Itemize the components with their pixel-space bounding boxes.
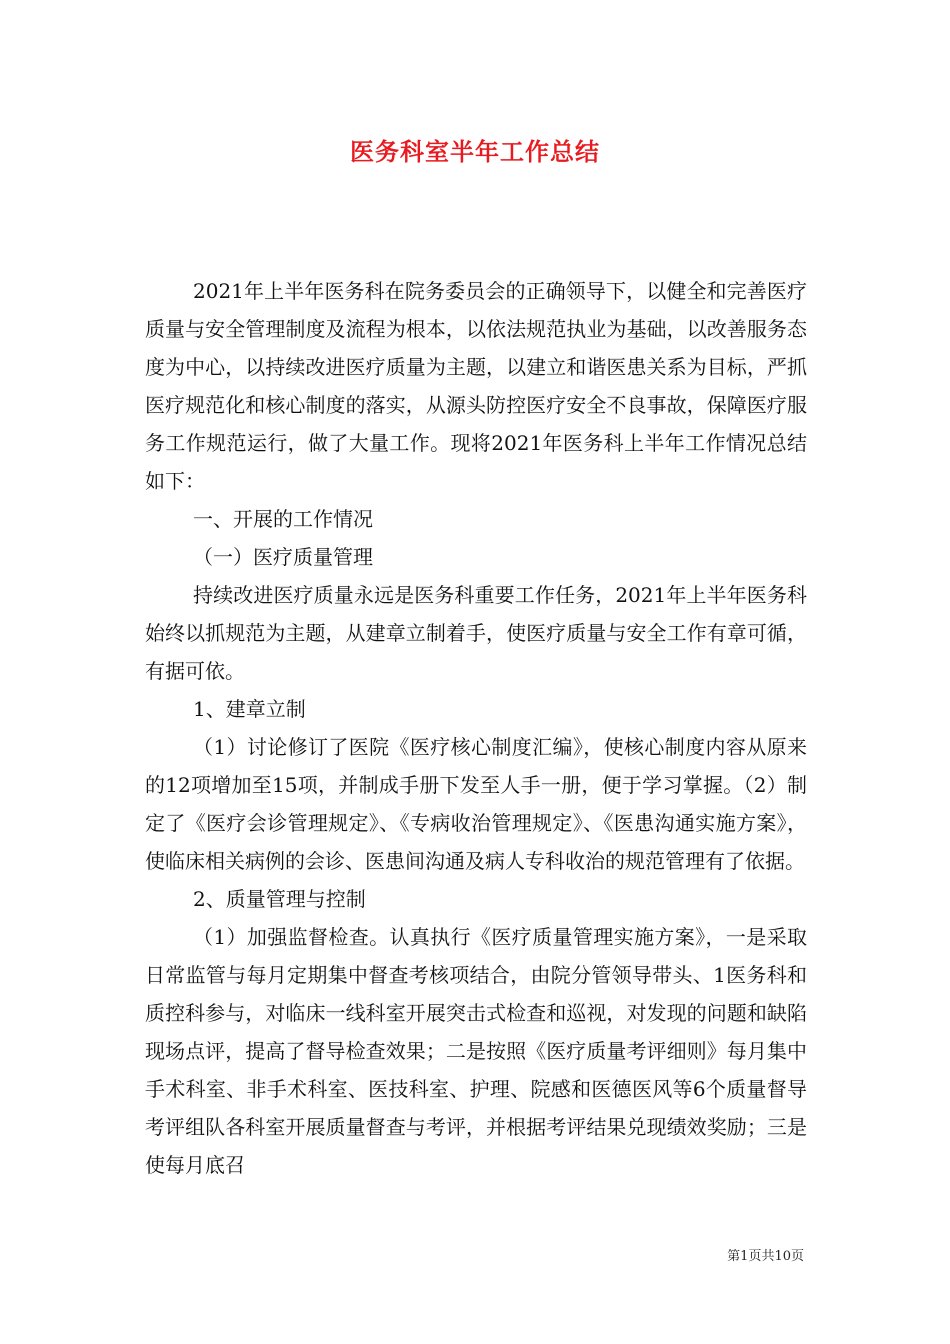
subsection-heading-quality: （一）医疗质量管理	[193, 545, 373, 569]
intro-paragraph: 2021年上半年医务科在院务委员会的正确领导下，以健全和完善医疗质量与安全管理制度及流程为根本，以依法规范执业为基础，以改善服务态度为中心，以持续改进医疗质量为主题，以建立和谐医患关系为目标，严抓医疗规范化和核心制度的落实，从源头防控医疗安全不良事故，保障医疗服务工作规范运行，做了大量工作。现将2021年医务科上半年工作情况总结如下：	[145, 279, 807, 493]
quality-paragraph: 持续改进医疗质量永远是医务科重要工作任务，2021年上半年医务科始终以抓规范为主题，从建章立制着手，使医疗质量与安全工作有章可循，有据可依。	[145, 583, 807, 683]
page-number: 第1页共10页	[727, 1249, 804, 1264]
document-title: 医务科室半年工作总结	[350, 137, 600, 166]
section-heading-work: 一、开展的工作情况	[193, 507, 373, 531]
item-heading-control: 2、质量管理与控制	[193, 887, 366, 911]
control-paragraph: （1）加强监督检查。认真执行《医疗质量管理实施方案》，一是采取日常监管与每月定期集中督查考核项结合，由院分管领导带头、1医务科和质控科参与，对临床一线科室开展突击式检查和巡视，对发现的问题和缺陷现场点评，提高了督导检查效果；二是按照《医疗质量考评细则》每月集中手术科室、非手术科室、医技科室、护理、院感和医德医风等6个质量督导考评组队各科室开展质量督查与考评，并根据考评结果兑现绩效奖励；三是使每月底召	[145, 925, 807, 1177]
rules-paragraph: （1）讨论修订了医院《医疗核心制度汇编》，使核心制度内容从原来的12项增加至15项，并制成手册下发至人手一册，便于学习掌握。（2）制定了《医疗会诊管理规定》、《专病收治管理规定》、《医患沟通实施方案》，使临床相关病例的会诊、医患间沟通及病人专科收治的规范管理有了依据。	[145, 735, 807, 873]
item-heading-rules: 1、建章立制	[193, 697, 306, 721]
document-body	[145, 272, 807, 1184]
